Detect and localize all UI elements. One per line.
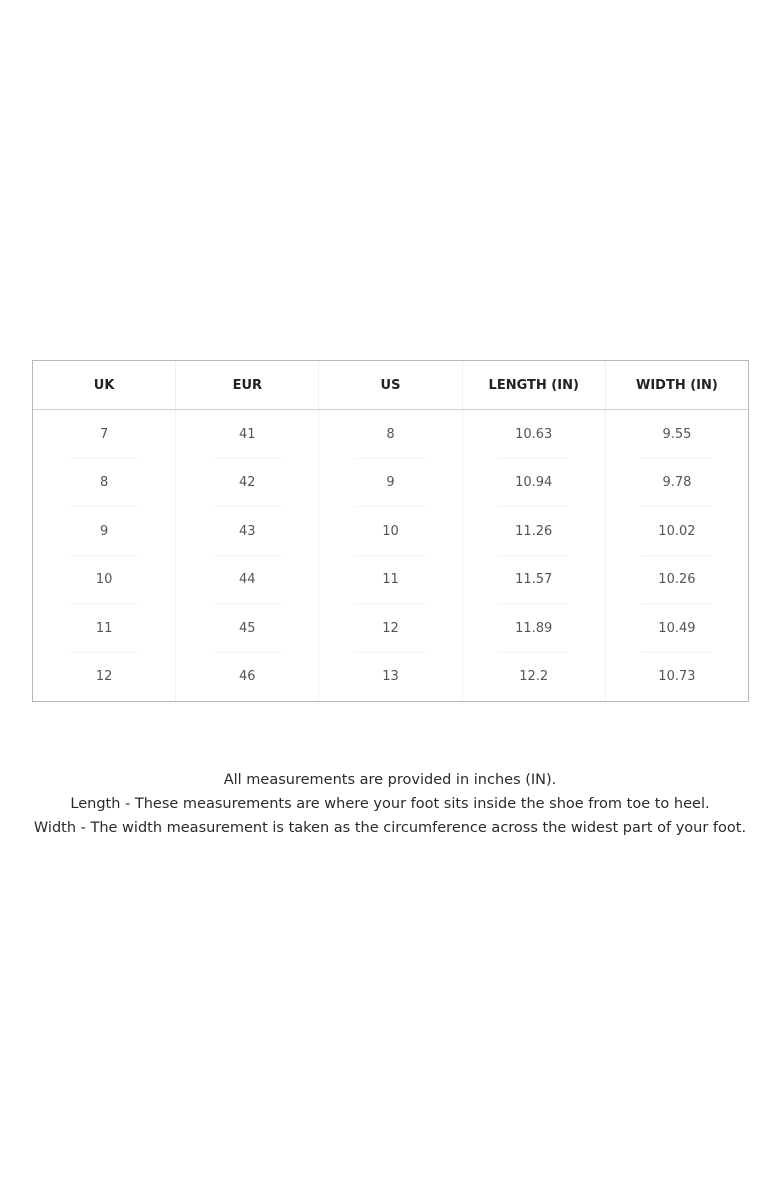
cell-eur: 46 xyxy=(176,653,319,702)
cell-eur: 45 xyxy=(176,604,319,653)
cell-uk: 7 xyxy=(33,410,176,459)
cell-us: 11 xyxy=(319,556,462,605)
note-units: All measurements are provided in inches (IN). xyxy=(223,772,557,788)
cell-width: 9.55 xyxy=(606,410,748,459)
table-row xyxy=(33,604,748,653)
cell-us: 9 xyxy=(319,459,462,508)
cell-width: 10.02 xyxy=(606,507,748,556)
cell-length: 10.94 xyxy=(463,459,606,508)
size-chart-table xyxy=(32,360,749,702)
header-width: WIDTH (IN) xyxy=(635,377,718,393)
cell-uk: 12 xyxy=(33,653,176,702)
table-body xyxy=(33,410,748,701)
cell-eur: 44 xyxy=(176,556,319,605)
cell-eur: 41 xyxy=(176,410,319,459)
table-row xyxy=(33,410,748,459)
cell-length: 11.57 xyxy=(463,556,606,605)
header-eur: EUR xyxy=(176,361,319,409)
cell-width: 10.73 xyxy=(658,669,696,685)
cell-eur: 42 xyxy=(176,459,319,508)
note-length: Length - These measurements are where your foot sits inside the shoe from toe to heel. xyxy=(70,796,710,812)
header-length: LENGTH (IN) xyxy=(463,361,606,409)
table-row xyxy=(33,653,748,702)
cell-uk: 10 xyxy=(33,556,176,605)
cell-width: 10.49 xyxy=(606,604,748,653)
table-row xyxy=(33,556,748,605)
table-row xyxy=(33,459,748,508)
header-uk: UK xyxy=(33,361,176,409)
cell-eur: 43 xyxy=(176,507,319,556)
header-us: US xyxy=(319,361,462,409)
cell-uk: 11 xyxy=(33,604,176,653)
note-width: Width - The width measurement is taken as the circumference across the widest part of your foot. xyxy=(33,820,747,836)
cell-us: 12 xyxy=(319,604,462,653)
cell-us: 10 xyxy=(319,507,462,556)
cell-uk: 9 xyxy=(33,507,176,556)
cell-length: 11.89 xyxy=(463,604,606,653)
cell-us: 8 xyxy=(319,410,462,459)
cell-width: 9.78 xyxy=(606,459,748,508)
table-row xyxy=(33,507,748,556)
cell-length: 10.63 xyxy=(463,410,606,459)
measurement-notes xyxy=(0,768,780,840)
cell-width: 10.26 xyxy=(606,556,748,605)
cell-length: 11.26 xyxy=(463,507,606,556)
table-header-row xyxy=(33,361,748,410)
cell-us: 13 xyxy=(319,653,462,702)
cell-length: 12.2 xyxy=(463,653,606,702)
cell-uk: 8 xyxy=(33,459,176,508)
